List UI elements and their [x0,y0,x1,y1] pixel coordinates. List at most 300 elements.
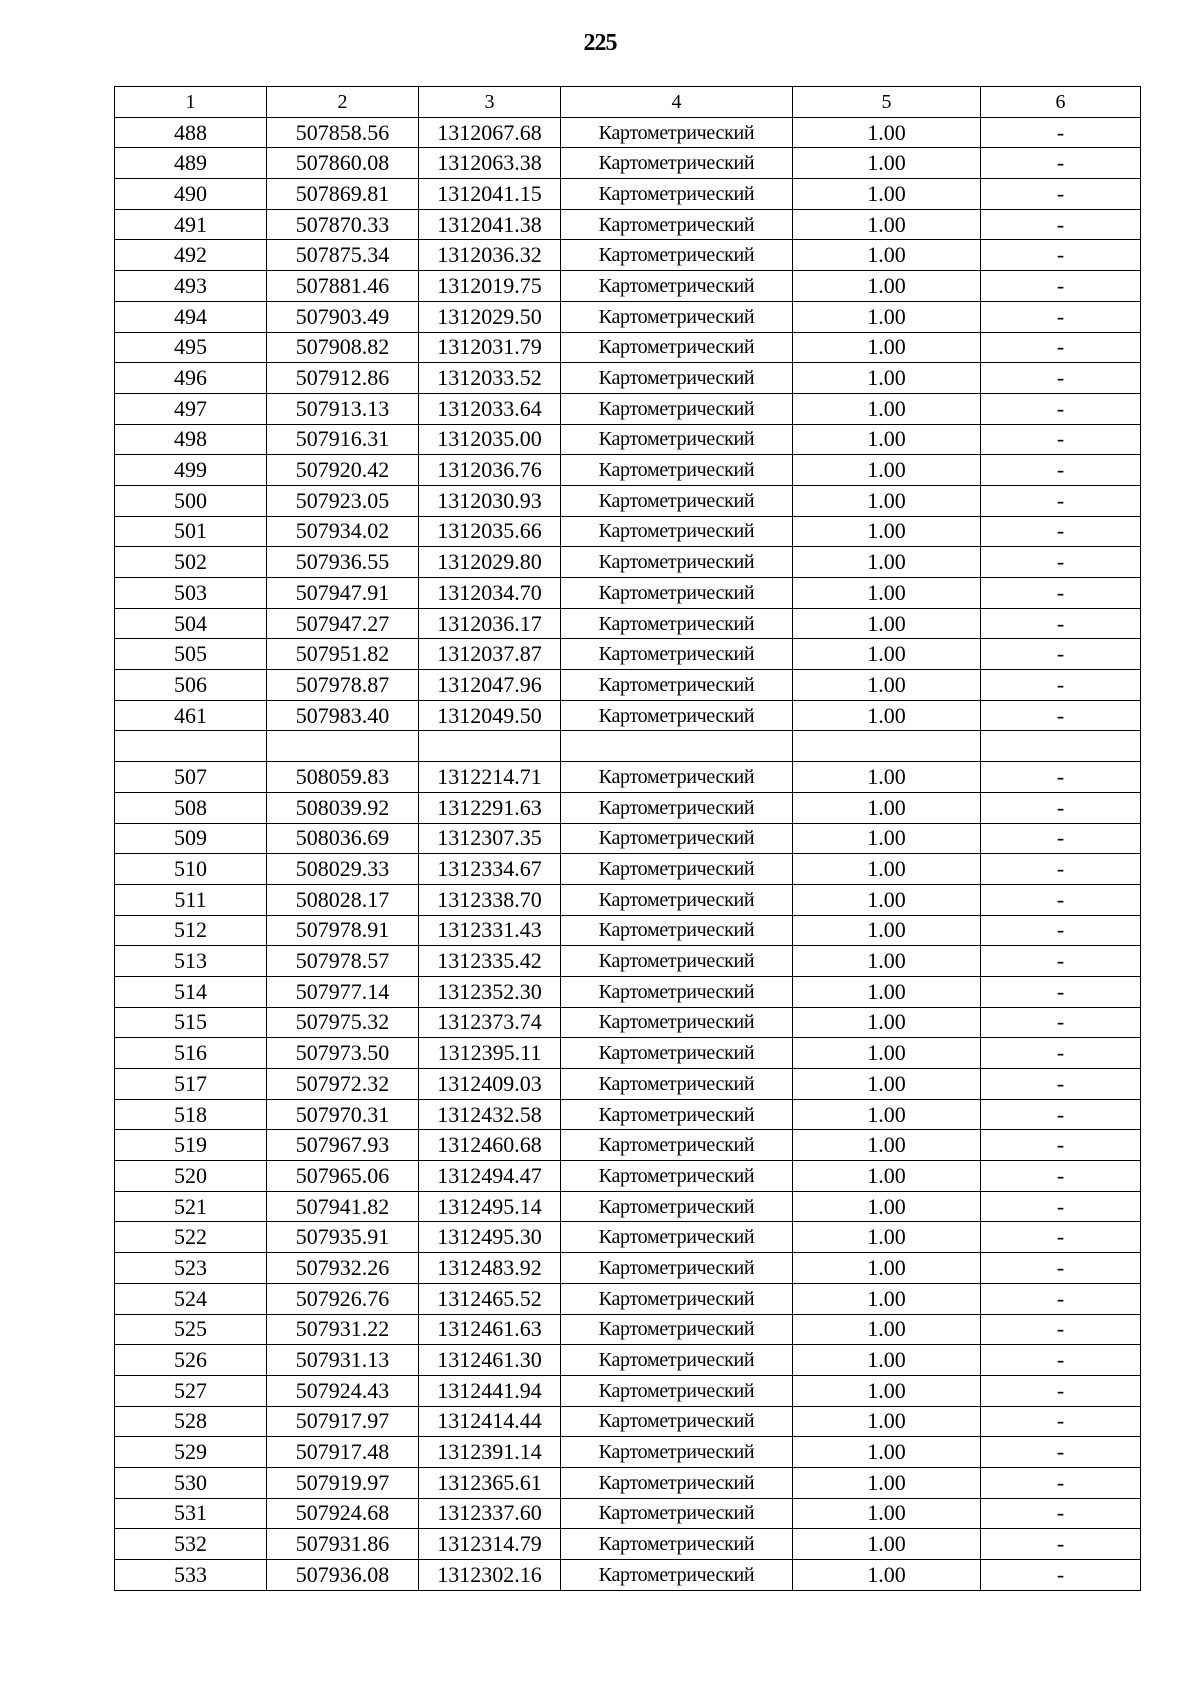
method-cell: Картометрический [561,792,793,823]
table-row [115,1283,1141,1314]
x-coordinate-cell: 507931.22 [267,1314,419,1345]
x-coordinate-cell: 507978.57 [267,946,419,977]
note-cell: - [981,393,1141,424]
point-number-cell: 490 [115,179,267,210]
point-number-cell: 491 [115,209,267,240]
point-number-cell: 515 [115,1007,267,1038]
table-row [115,1007,1141,1038]
y-coordinate-cell: 1312063.38 [419,148,561,179]
method-cell: Картометрический [561,1222,793,1253]
accuracy-cell: 1.00 [793,332,981,363]
point-number-cell: 511 [115,884,267,915]
table-row [115,1099,1141,1130]
point-number-cell: 520 [115,1161,267,1192]
method-cell: Картометрический [561,915,793,946]
y-coordinate-cell: 1312067.68 [419,117,561,148]
y-coordinate-cell: 1312029.80 [419,547,561,578]
method-cell: Картометрический [561,854,793,885]
note-cell: - [981,1529,1141,1560]
point-number-cell: 501 [115,516,267,547]
accuracy-cell: 1.00 [793,516,981,547]
table-row [115,578,1141,609]
x-coordinate-cell: 507924.43 [267,1375,419,1406]
point-number-cell: 494 [115,301,267,332]
point-number-cell: 533 [115,1560,267,1591]
y-coordinate-cell: 1312337.60 [419,1498,561,1529]
point-number-cell: 517 [115,1069,267,1100]
x-coordinate-cell: 507931.86 [267,1529,419,1560]
table-row [115,1130,1141,1161]
column-header-1: 1 [115,87,267,118]
accuracy-cell: 1.00 [793,547,981,578]
method-cell: Картометрический [561,485,793,516]
point-number-cell: 530 [115,1467,267,1498]
y-coordinate-cell: 1312302.16 [419,1560,561,1591]
table-row [115,1498,1141,1529]
column-header-4: 4 [561,87,793,118]
note-cell: - [981,209,1141,240]
accuracy-cell: 1.00 [793,884,981,915]
method-cell: Картометрический [561,240,793,271]
point-number-cell: 526 [115,1345,267,1376]
table-row [115,608,1141,639]
x-coordinate-cell: 507924.68 [267,1498,419,1529]
table-row [115,946,1141,977]
note-cell: - [981,884,1141,915]
table-row [115,148,1141,179]
point-number-cell: 492 [115,240,267,271]
method-cell: Картометрический [561,117,793,148]
y-coordinate-cell: 1312041.15 [419,179,561,210]
accuracy-cell: 1.00 [793,1038,981,1069]
point-number-cell: 513 [115,946,267,977]
y-coordinate-cell: 1312441.94 [419,1375,561,1406]
table-row [115,639,1141,670]
note-cell: - [981,1467,1141,1498]
table-row [115,976,1141,1007]
note-cell: - [981,1283,1141,1314]
x-coordinate-cell: 507935.91 [267,1222,419,1253]
method-cell: Картометрический [561,1099,793,1130]
x-coordinate-cell: 507977.14 [267,976,419,1007]
point-number-cell: 504 [115,608,267,639]
accuracy-cell: 1.00 [793,1130,981,1161]
note-cell: - [981,946,1141,977]
note-cell: - [981,1253,1141,1284]
point-number-cell: 524 [115,1283,267,1314]
y-coordinate-cell: 1312352.30 [419,976,561,1007]
x-coordinate-cell: 507869.81 [267,179,419,210]
table-row [115,1253,1141,1284]
method-cell: Картометрический [561,363,793,394]
method-cell: Картометрический [561,424,793,455]
note-cell: - [981,1161,1141,1192]
table-row [115,455,1141,486]
table-row [115,792,1141,823]
point-number-cell: 495 [115,332,267,363]
y-coordinate-cell: 1312036.76 [419,455,561,486]
method-cell: Картометрический [561,639,793,670]
table-row [115,516,1141,547]
note-cell: - [981,1560,1141,1591]
method-cell: Картометрический [561,608,793,639]
x-coordinate-cell: 507934.02 [267,516,419,547]
table-row [115,363,1141,394]
accuracy-cell: 1.00 [793,1069,981,1100]
table-row [115,915,1141,946]
x-coordinate-cell: 507860.08 [267,148,419,179]
x-coordinate-cell: 507912.86 [267,363,419,394]
x-coordinate-cell: 507931.13 [267,1345,419,1376]
x-coordinate-cell: 507975.32 [267,1007,419,1038]
table-row [115,485,1141,516]
accuracy-cell: 1.00 [793,700,981,731]
method-cell: Картометрический [561,393,793,424]
column-header-3: 3 [419,87,561,118]
table-row [115,854,1141,885]
x-coordinate-cell: 507947.27 [267,608,419,639]
x-coordinate-cell: 507965.06 [267,1161,419,1192]
table-row [115,1345,1141,1376]
note-cell: - [981,332,1141,363]
method-cell: Картометрический [561,1560,793,1591]
point-number-cell: 489 [115,148,267,179]
accuracy-cell: 1.00 [793,117,981,148]
x-coordinate-cell: 507973.50 [267,1038,419,1069]
accuracy-cell: 1.00 [793,1406,981,1437]
accuracy-cell: 1.00 [793,1498,981,1529]
accuracy-cell: 1.00 [793,1283,981,1314]
x-coordinate-cell: 507917.97 [267,1406,419,1437]
y-coordinate-cell: 1312334.67 [419,854,561,885]
note-cell: - [981,516,1141,547]
y-coordinate-cell: 1312031.79 [419,332,561,363]
table-row [115,1069,1141,1100]
point-number-cell: 509 [115,823,267,854]
method-cell: Картометрический [561,1007,793,1038]
x-coordinate-cell: 507967.93 [267,1130,419,1161]
y-coordinate-cell: 1312495.14 [419,1191,561,1222]
point-number-cell: 510 [115,854,267,885]
note-cell: - [981,1130,1141,1161]
point-number-cell: 522 [115,1222,267,1253]
accuracy-cell: 1.00 [793,639,981,670]
note-cell: - [981,762,1141,793]
table-row [115,1467,1141,1498]
method-cell: Картометрический [561,884,793,915]
table-row [115,1038,1141,1069]
accuracy-cell: 1.00 [793,1560,981,1591]
page-number: 225 [583,30,617,56]
method-cell: Картометрический [561,1406,793,1437]
point-number-cell: 498 [115,424,267,455]
method-cell: Картометрический [561,578,793,609]
note-cell: - [981,854,1141,885]
point-number-cell: 514 [115,976,267,1007]
x-coordinate-cell: 507947.91 [267,578,419,609]
note-cell: - [981,670,1141,701]
method-cell: Картометрический [561,1069,793,1100]
x-coordinate-cell: 507903.49 [267,301,419,332]
point-number-cell: 529 [115,1437,267,1468]
x-coordinate-cell: 507972.32 [267,1069,419,1100]
method-cell: Картометрический [561,1161,793,1192]
y-coordinate-cell: 1312460.68 [419,1130,561,1161]
method-cell: Картометрический [561,332,793,363]
method-cell: Картометрический [561,670,793,701]
x-coordinate-cell: 508028.17 [267,884,419,915]
accuracy-cell: 1.00 [793,1253,981,1284]
accuracy-cell: 1.00 [793,792,981,823]
x-coordinate-cell: 507919.97 [267,1467,419,1498]
method-cell: Картометрический [561,976,793,1007]
accuracy-cell: 1.00 [793,578,981,609]
accuracy-cell: 1.00 [793,301,981,332]
note-cell: - [981,1375,1141,1406]
accuracy-cell: 1.00 [793,148,981,179]
table-row [115,547,1141,578]
y-coordinate-cell: 1312019.75 [419,271,561,302]
x-coordinate-cell: 508036.69 [267,823,419,854]
x-coordinate-cell: 507913.13 [267,393,419,424]
y-coordinate-cell: 1312041.38 [419,209,561,240]
table-row [115,209,1141,240]
y-coordinate-cell: 1312373.74 [419,1007,561,1038]
x-coordinate-cell: 507983.40 [267,700,419,731]
accuracy-cell: 1.00 [793,179,981,210]
accuracy-cell: 1.00 [793,1191,981,1222]
point-number-cell: 496 [115,363,267,394]
accuracy-cell: 1.00 [793,1437,981,1468]
point-number-cell: 523 [115,1253,267,1284]
x-coordinate-cell: 507951.82 [267,639,419,670]
x-coordinate-cell: 507870.33 [267,209,419,240]
table-row [115,1437,1141,1468]
method-cell [561,731,793,762]
accuracy-cell: 1.00 [793,946,981,977]
x-coordinate-cell: 507923.05 [267,485,419,516]
point-number-cell: 528 [115,1406,267,1437]
note-cell: - [981,1437,1141,1468]
x-coordinate-cell: 507881.46 [267,271,419,302]
y-coordinate-cell: 1312291.63 [419,792,561,823]
y-coordinate-cell: 1312307.35 [419,823,561,854]
accuracy-cell [793,731,981,762]
table-row [115,424,1141,455]
point-number-cell [115,731,267,762]
table-row [115,393,1141,424]
table-row [115,1375,1141,1406]
x-coordinate-cell [267,731,419,762]
point-number-cell: 488 [115,117,267,148]
table-row [115,884,1141,915]
column-header-5: 5 [793,87,981,118]
y-coordinate-cell: 1312432.58 [419,1099,561,1130]
method-cell: Картометрический [561,823,793,854]
method-cell: Картометрический [561,271,793,302]
point-number-cell: 527 [115,1375,267,1406]
x-coordinate-cell: 507920.42 [267,455,419,486]
y-coordinate-cell: 1312395.11 [419,1038,561,1069]
accuracy-cell: 1.00 [793,240,981,271]
x-coordinate-cell: 507970.31 [267,1099,419,1130]
table-row [115,1406,1141,1437]
table-row [115,1161,1141,1192]
note-cell: - [981,179,1141,210]
accuracy-cell: 1.00 [793,1007,981,1038]
column-header-2: 2 [267,87,419,118]
point-number-cell: 500 [115,485,267,516]
table-row [115,240,1141,271]
point-number-cell: 505 [115,639,267,670]
y-coordinate-cell: 1312036.32 [419,240,561,271]
method-cell: Картометрический [561,1253,793,1284]
x-coordinate-cell: 508059.83 [267,762,419,793]
y-coordinate-cell: 1312391.14 [419,1437,561,1468]
note-cell: - [981,271,1141,302]
point-number-cell: 519 [115,1130,267,1161]
y-coordinate-cell: 1312461.30 [419,1345,561,1376]
accuracy-cell: 1.00 [793,363,981,394]
point-number-cell: 506 [115,670,267,701]
x-coordinate-cell: 507941.82 [267,1191,419,1222]
table-row [115,1560,1141,1591]
method-cell: Картометрический [561,1375,793,1406]
accuracy-cell: 1.00 [793,424,981,455]
note-cell: - [981,1406,1141,1437]
x-coordinate-cell: 507858.56 [267,117,419,148]
y-coordinate-cell: 1312414.44 [419,1406,561,1437]
method-cell: Картометрический [561,547,793,578]
note-cell: - [981,1314,1141,1345]
table-header-row [115,87,1141,118]
method-cell: Картометрический [561,516,793,547]
accuracy-cell: 1.00 [793,1345,981,1376]
y-coordinate-cell: 1312338.70 [419,884,561,915]
table-row [115,731,1141,762]
y-coordinate-cell: 1312335.42 [419,946,561,977]
y-coordinate-cell: 1312483.92 [419,1253,561,1284]
note-cell: - [981,1099,1141,1130]
note-cell [981,731,1141,762]
point-number-cell: 531 [115,1498,267,1529]
accuracy-cell: 1.00 [793,1161,981,1192]
note-cell: - [981,1191,1141,1222]
x-coordinate-cell: 507908.82 [267,332,419,363]
note-cell: - [981,792,1141,823]
y-coordinate-cell: 1312035.66 [419,516,561,547]
table-row [115,179,1141,210]
y-coordinate-cell: 1312047.96 [419,670,561,701]
accuracy-cell: 1.00 [793,1529,981,1560]
table-row [115,301,1141,332]
accuracy-cell: 1.00 [793,608,981,639]
y-coordinate-cell: 1312465.52 [419,1283,561,1314]
note-cell: - [981,455,1141,486]
note-cell: - [981,639,1141,670]
column-header-6: 6 [981,87,1141,118]
y-coordinate-cell: 1312495.30 [419,1222,561,1253]
method-cell: Картометрический [561,1467,793,1498]
note-cell: - [981,1498,1141,1529]
y-coordinate-cell: 1312033.52 [419,363,561,394]
point-number-cell: 461 [115,700,267,731]
accuracy-cell: 1.00 [793,1375,981,1406]
accuracy-cell: 1.00 [793,976,981,1007]
y-coordinate-cell: 1312030.93 [419,485,561,516]
x-coordinate-cell: 507926.76 [267,1283,419,1314]
x-coordinate-cell: 507936.08 [267,1560,419,1591]
accuracy-cell: 1.00 [793,670,981,701]
method-cell: Картометрический [561,762,793,793]
note-cell: - [981,1038,1141,1069]
point-number-cell: 499 [115,455,267,486]
y-coordinate-cell: 1312033.64 [419,393,561,424]
method-cell: Картометрический [561,301,793,332]
accuracy-cell: 1.00 [793,393,981,424]
y-coordinate-cell: 1312037.87 [419,639,561,670]
table-row [115,271,1141,302]
y-coordinate-cell: 1312214.71 [419,762,561,793]
note-cell: - [981,1069,1141,1100]
method-cell: Картометрический [561,1038,793,1069]
y-coordinate-cell: 1312365.61 [419,1467,561,1498]
method-cell: Картометрический [561,455,793,486]
note-cell: - [981,578,1141,609]
note-cell: - [981,363,1141,394]
accuracy-cell: 1.00 [793,455,981,486]
accuracy-cell: 1.00 [793,1314,981,1345]
point-number-cell: 493 [115,271,267,302]
note-cell: - [981,915,1141,946]
method-cell: Картометрический [561,1130,793,1161]
point-number-cell: 532 [115,1529,267,1560]
table-row [115,762,1141,793]
x-coordinate-cell: 507936.55 [267,547,419,578]
table-row [115,1314,1141,1345]
table-body [115,117,1141,1590]
point-number-cell: 503 [115,578,267,609]
table-row [115,117,1141,148]
table-row [115,823,1141,854]
note-cell: - [981,976,1141,1007]
point-number-cell: 512 [115,915,267,946]
method-cell: Картометрический [561,1437,793,1468]
x-coordinate-cell: 508029.33 [267,854,419,885]
y-coordinate-cell: 1312494.47 [419,1161,561,1192]
table-row [115,670,1141,701]
x-coordinate-cell: 507978.91 [267,915,419,946]
note-cell: - [981,1007,1141,1038]
y-coordinate-cell: 1312035.00 [419,424,561,455]
point-number-cell: 497 [115,393,267,424]
accuracy-cell: 1.00 [793,271,981,302]
y-coordinate-cell: 1312409.03 [419,1069,561,1100]
method-cell: Картометрический [561,1191,793,1222]
method-cell: Картометрический [561,209,793,240]
x-coordinate-cell: 508039.92 [267,792,419,823]
accuracy-cell: 1.00 [793,209,981,240]
point-number-cell: 507 [115,762,267,793]
method-cell: Картометрический [561,1529,793,1560]
method-cell: Картометрический [561,148,793,179]
coordinates-table [114,86,1141,1591]
method-cell: Картометрический [561,946,793,977]
method-cell: Картометрический [561,1498,793,1529]
y-coordinate-cell: 1312049.50 [419,700,561,731]
point-number-cell: 508 [115,792,267,823]
note-cell: - [981,1345,1141,1376]
